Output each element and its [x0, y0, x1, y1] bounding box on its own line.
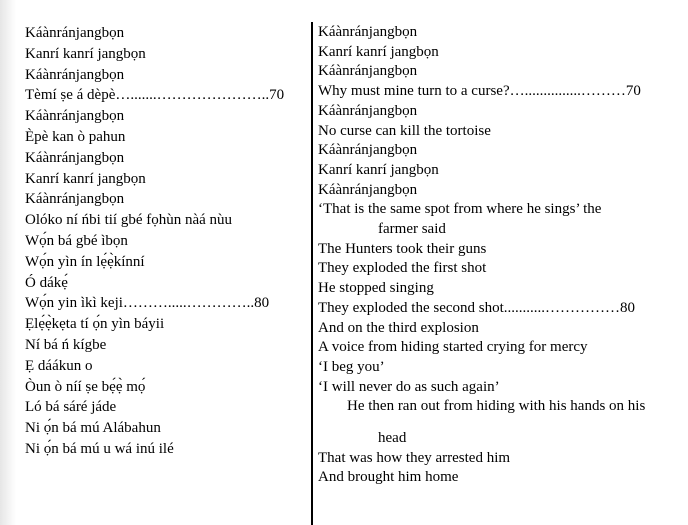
yoruba-line-19: Ló bá sáré jáde	[25, 399, 117, 416]
yoruba-text-column	[25, 23, 305, 460]
yoruba-line-10: Olóko ní ńbi tií gbé fọhùn nàá nùu	[25, 212, 233, 229]
english-line-20: That was how they arrested him	[318, 449, 511, 466]
english-line-16: A voice from hiding started crying for mercy	[318, 339, 588, 356]
yoruba-line-1: Káànránjangbọn	[25, 25, 125, 41]
english-line-9: Káànránjangbọn	[318, 181, 418, 198]
yoruba-line-6: Èpè kan ò pahun	[25, 128, 126, 145]
english-line-1: Káànránjangbọn	[318, 24, 418, 40]
yoruba-line-16: Ní bá ń kígbe	[25, 336, 107, 353]
english-line-17: ‘I beg you’	[318, 358, 385, 375]
yoruba-line-8: Kanrí kanrí jangbọn	[25, 170, 146, 187]
yoruba-line-5: Káànránjangbọn	[25, 108, 125, 125]
english-line-19-continued: head	[378, 430, 407, 447]
yoruba-line-9: Káànránjangbọn	[25, 191, 125, 208]
yoruba-line-21: Ni ọ́n bá mú u wá inú ilé	[25, 440, 174, 457]
english-line-2: Kanrí kanrí jangbọn	[318, 43, 439, 60]
page-edge-shadow	[0, 0, 16, 525]
english-line-5: Káànránjangbọn	[318, 102, 418, 119]
english-line-10-continued: farmer said	[378, 221, 446, 238]
english-line-18: ‘I will never do as such again’	[318, 378, 500, 395]
yoruba-line-20: Ni ọ́n bá mú Alábahun	[25, 420, 161, 437]
english-line-10: ‘That is the same spot from where he sings’ the	[318, 201, 602, 218]
english-line-11: The Hunters took their guns	[318, 240, 487, 257]
yoruba-line-18: Òun ò níí ṣe bẹ́ẹ̀ mọ́	[25, 378, 146, 395]
english-line-7: Káànránjangbọn	[318, 142, 418, 159]
english-line-14: They exploded the second shot...........……………80	[318, 299, 636, 316]
english-line-15: And on the third explosion	[318, 319, 479, 336]
english-line-4: Why must mine turn to a curse?…...............………70	[318, 83, 641, 100]
yoruba-line-13: Ó dákẹ́	[25, 274, 68, 291]
english-text-column	[318, 23, 683, 488]
english-line-6: No curse can kill the tortoise	[318, 122, 491, 139]
english-line-13: He stopped singing	[318, 280, 434, 297]
english-line-19: He then ran out from hiding with his hands on his	[347, 398, 646, 415]
yoruba-line-12: Wọ́n yìn ín lẹ́ẹ̀kínní	[25, 253, 145, 270]
yoruba-line-4: Tèmí ṣe á dèpè….......…………………..70	[25, 87, 285, 104]
yoruba-line-17: Ẹ dáákun o	[25, 357, 93, 374]
yoruba-line-2: Kanrí kanrí jangbọn	[25, 45, 146, 62]
english-line-3: Káànránjangbọn	[318, 63, 418, 80]
english-line-21: And brought him home	[318, 469, 459, 486]
english-line-8: Kanrí kanrí jangbọn	[318, 161, 439, 178]
yoruba-line-3: Káànránjangbọn	[25, 66, 125, 83]
column-divider	[311, 22, 313, 525]
yoruba-line-11: Wọ́n bá gbé ìbọn	[25, 232, 128, 249]
yoruba-line-14: Wọ́n yin ìkì keji……….....…………..80	[25, 295, 270, 312]
english-line-12: They exploded the first shot	[318, 260, 487, 277]
yoruba-line-15: Ẹlẹ́ẹ̀kẹta tí ọ́n yìn báyii	[25, 316, 165, 333]
yoruba-line-7: Káànránjangbọn	[25, 149, 125, 166]
